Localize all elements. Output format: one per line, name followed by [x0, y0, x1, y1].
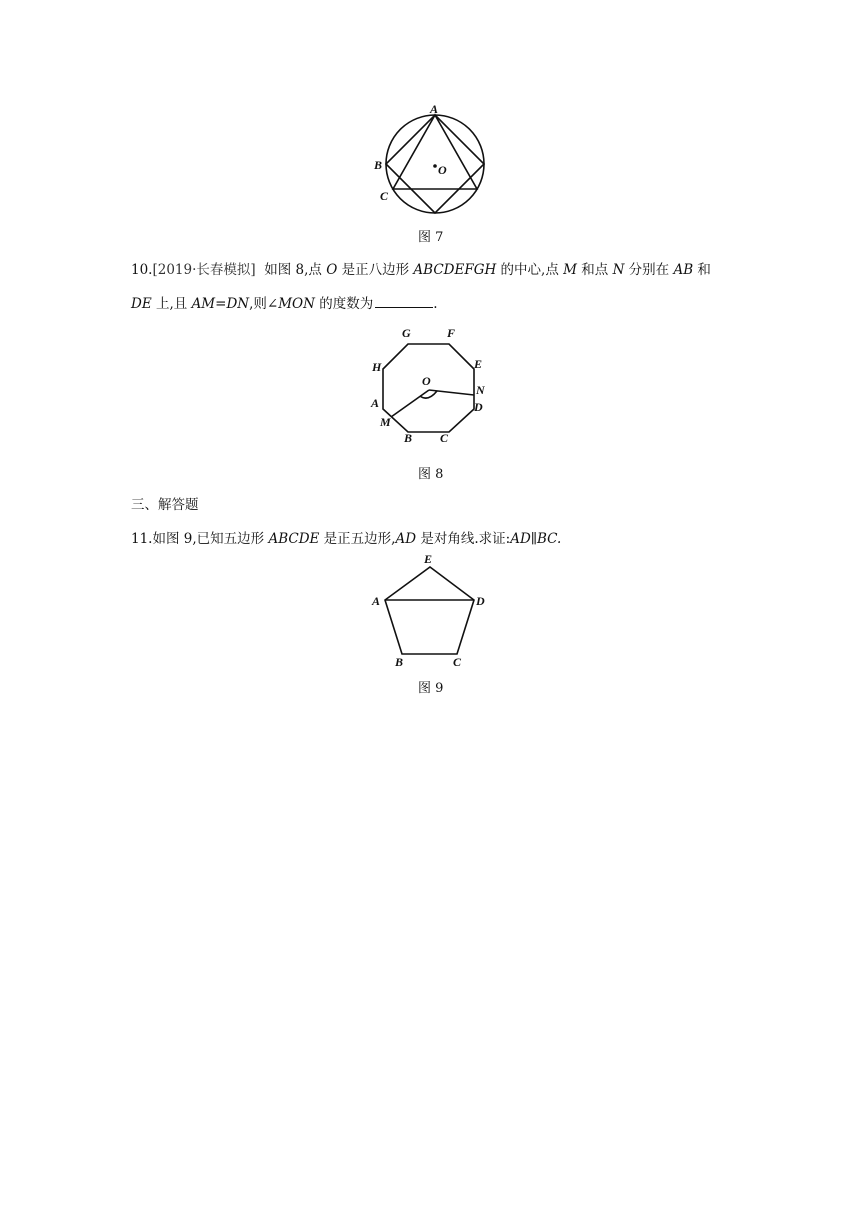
figure-8-caption: 图 8 [418, 467, 444, 482]
q11-number: 11. [131, 531, 153, 547]
figure-9 [368, 550, 498, 672]
label-c: C [453, 655, 462, 669]
q10-text: 的中心,点 [496, 262, 564, 278]
label-e: E [424, 552, 433, 566]
q10-line1 [131, 261, 711, 279]
q10-text: 的度数为 [314, 296, 374, 312]
figure-9-caption: 图 9 [418, 681, 444, 696]
label-d: D [476, 594, 485, 608]
q10-point-n: N [612, 262, 625, 278]
segment-om [391, 390, 429, 417]
label-e: E [474, 357, 483, 371]
figure-7-caption: 图 7 [418, 230, 444, 245]
q10-text: 和 [693, 262, 711, 278]
triangle-inscribed [393, 115, 477, 189]
pentagon [385, 567, 474, 654]
q10-point-o: O [326, 262, 338, 278]
label-g: G [402, 326, 411, 340]
label-o: O [438, 163, 447, 177]
label-o: O [422, 374, 431, 388]
q10-segment-de: DE [131, 296, 152, 312]
label-h: H [372, 360, 382, 374]
q11-text: 如图 9,已知五边形 [152, 531, 269, 547]
q11-line [131, 530, 561, 548]
label-a: A [430, 102, 439, 116]
q10-number: 10. [131, 262, 153, 278]
figure-7 [360, 100, 500, 225]
q10-text: 和点 [576, 262, 613, 278]
label-n: N [476, 383, 485, 397]
center-dot [433, 164, 437, 168]
label-b: B [404, 431, 413, 445]
q10-text: . [433, 296, 438, 312]
q10-source: [2019·长春模拟] [152, 262, 256, 278]
label-b: B [374, 158, 383, 172]
q10-text: 是正八边形 [337, 262, 414, 278]
figure-8 [368, 322, 498, 447]
circle-o [386, 115, 484, 213]
label-a: A [371, 396, 380, 410]
q10-text: 如图 8,点 [264, 262, 327, 278]
q10-text: 上,且 [151, 296, 192, 312]
q11-segment-ad: AD [395, 531, 417, 547]
q11-text: 是对角线.求证: [416, 531, 511, 547]
label-b: B [395, 655, 404, 669]
q10-line2 [131, 295, 438, 313]
label-f: F [447, 326, 456, 340]
label-a: A [372, 594, 381, 608]
q10-text: ,则∠ [249, 296, 279, 312]
label-d: D [474, 400, 483, 414]
q11-text: 是正五边形, [319, 531, 396, 547]
q10-segment-ab: AB [673, 262, 694, 278]
q11-claim: AD∥BC. [510, 531, 562, 547]
q10-answer-blank[interactable] [375, 295, 433, 308]
q10-equation: AM=DN [191, 296, 250, 312]
label-c: C [440, 431, 449, 445]
q10-point-m: M [563, 262, 577, 278]
label-c: C [380, 189, 389, 203]
section-3-title: 三、解答题 [131, 497, 199, 513]
label-m: M [380, 415, 391, 429]
q10-angle-mon: MON [278, 296, 315, 312]
octagon [383, 344, 474, 432]
q10-octagon-name: ABCDEFGH [413, 262, 497, 278]
q10-text: 分别在 [624, 262, 674, 278]
q11-pentagon-name: ABCDE [268, 531, 320, 547]
